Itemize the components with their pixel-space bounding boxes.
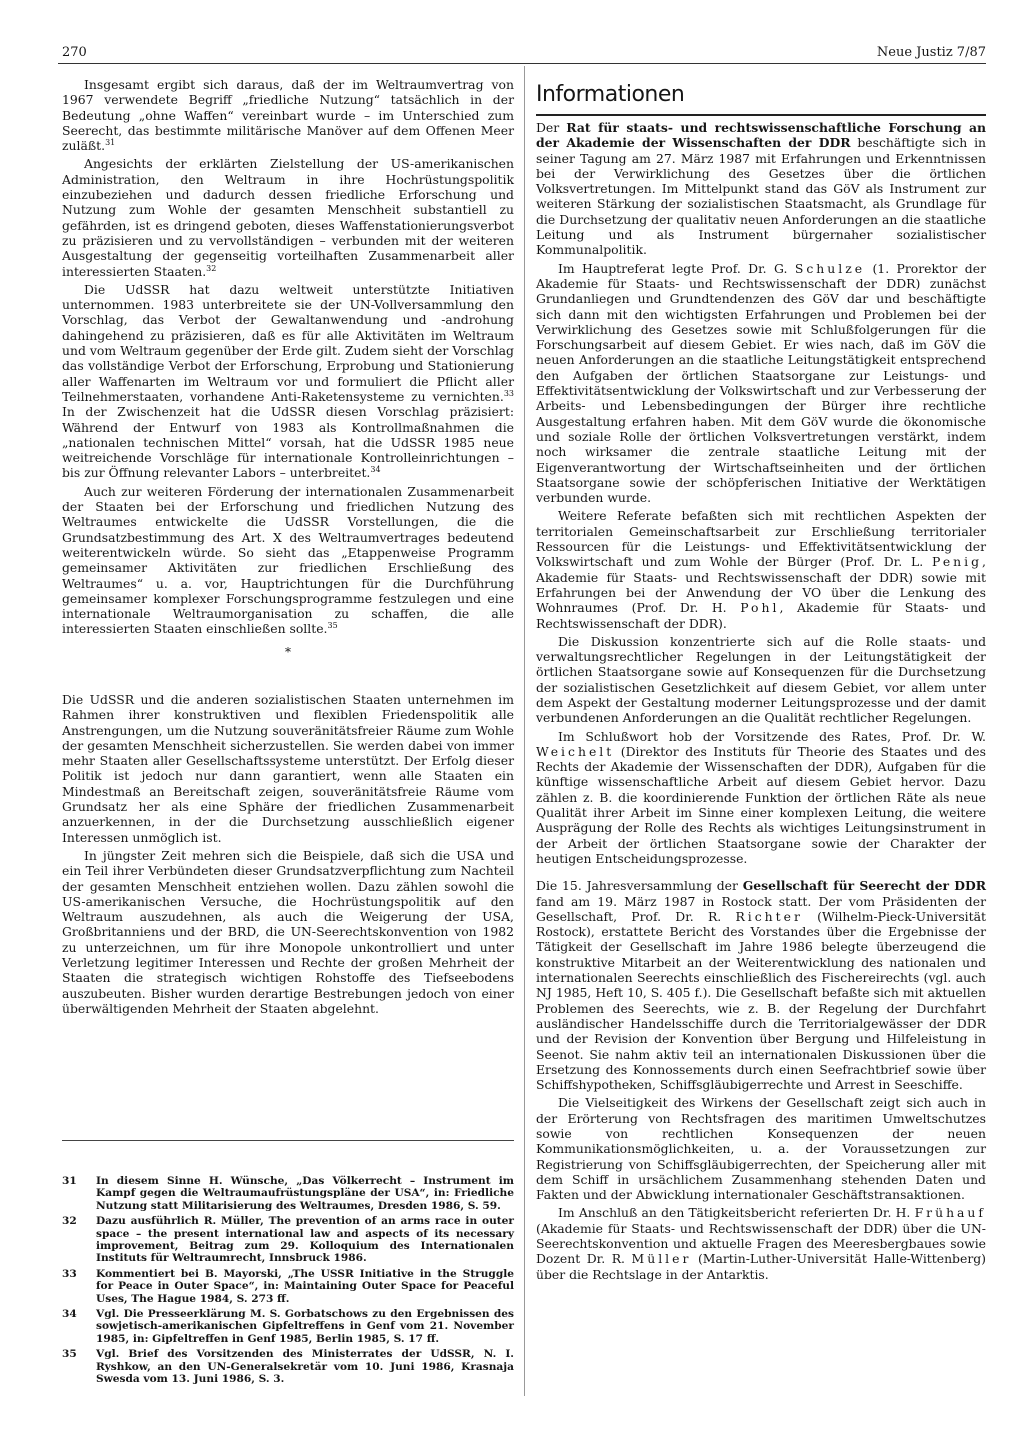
footnotes (62, 1175, 514, 1389)
paragraph: Der Rat für staats- und rechtswissenschaftliche Forschung an der Akademie der Wissenschaften der DDR beschäftigte sich in seiner Tagung am 27. März 1987 mit Erfahrungen und Erkenntnissen bei der Verwirklichung des Gesetzes über die örtlichen Volksvertretungen. Im Mittelpunkt stand das GöV als Instrument zur weiteren Stärkung der sozialistischen Staatsmacht, als Grundlage für die Durchsetzung der qualitativ neuen Anforderungen an die staatliche Leitung und als Instrument bürgernaher sozialistischer Kommunalpolitik. (536, 120, 987, 258)
footnote-35: 35 Vgl. Brief des Vorsitzenden des Ministerrates der UdSSR, N. I. Ryshkow, an den UN-Generalsekretär vom 10. Juni 1986, Krasnaja Swesda vom 13. Juni 1986, S. 3. (62, 1348, 514, 1386)
person-name: Müller (631, 1251, 692, 1267)
paragraph: Angesichts der erklärten Zielstellung der US-amerikanischen Administration, den Weltraum in ihre Hochrüstungspolitik einzubeziehen und dadurch dessen friedliche Erforschung und Nutzung zum Wohle der gesamten Menschheit substantiell zu gefährden, ist es dringend geboten, dieses Waffenstationierungsverbot zu präzisieren und zu vervollständigen – verbunden mit der weiteren Ausgestaltung der gegenseitig vorteilhaften Zusammenarbeit aller interessierten Staaten.$^{32}$ (62, 156, 514, 279)
footnote-31: 31 In diesem Sinne H. Wünsche, „Das Völkerrecht – Instrument im Kampf gegen die Weltraumaufrüstungspläne der USA“, in: Friedliche Nutzung statt Militarisierung des Weltraumes, Dresden 1986, S. 59. (62, 1175, 514, 1212)
person-name: Penig (932, 554, 983, 570)
person-name: Pohl (740, 600, 780, 616)
paragraph: Die 15. Jahresversammlung der Gesellschaft für Seerecht der DDR fand am 19. März 1987 in Rostock statt. Der vom Präsidenten der Gesellschaft, Prof. Dr. R. Richter (Wilhelm-Pieck-Universität Rostock), erstattete Bericht des Vorstandes über die Ergebnisse der Tätigkeit der Gesellschaft im Jahre 1986 belegte überzeugend die konstruktive Mitarbeit an der Weiterentwicklung des nationalen und internationalen Seerechts einschließlich des Fischereirechts (vgl. auch NJ 1985, Heft 10, S. 405 f.). Die Gesellschaft befaßte sich mit aktuellen Problemen des Seerechts, wie z. B. der Regelung der Durchfahrt ausländischer Handelsschiffe durch die Territorialgewässer der DDR und der Revision der Konvention über Bergung und Hilfeleistung in Seenot. Sie nahm aktiv teil an internationalen Diskussionen über die Ersetzung des Konnossements durch einen Seefrachtbrief sowie über Schiffshypotheken, Schiffsgläubigerrechte und Arrest in Seeschiffe. (536, 878, 986, 1093)
header-rule (58, 63, 986, 64)
person-name: Schulze (794, 260, 866, 276)
footnote-33: 33 Kommentiert bei B. Mayorski, „The USSR Initiative in the Struggle for Peace in Outer Space“, in: Maintaining Outer Space for Peaceful Uses, The Hague 1984, S. 273 ff. (62, 1267, 514, 1305)
page-number: 270 (62, 45, 87, 60)
footnote-32: 32 Dazu ausführlich R. Müller, The prevention of an arms race in outer space – the present international law and aspects of its necessary improvement, Beitrag zum 29. Kolloquium des Internationalen Instituts für Weltraumrecht, Innsbruck 1986. (62, 1215, 514, 1265)
footnote-ref[interactable]: 32 (206, 263, 217, 273)
paragraph: Im Hauptreferat legte Prof. Dr. G. Schulze (1. Prorektor der Akademie für Staats- und Rechtswissenschaft der DDR) zunächst Grundanliegen und Grundtendenzen des GöV dar und beschäftigte sich dann mit den wichtigsten Erfahrungen und Problemen bei der Verwirklichung des Gesetzes sowie mit Schlußfolgerungen für die Forschungsarbeit auf diesem Gebiet. Er wies nach, daß im GöV die neuen Anforderungen an die staatliche Leitungstätigkeit entsprechend den Aufgaben der örtlichen Staatsorgane zur Leistungs- und Effektivitätsentwicklung der Volkswirtschaft und zur Verbesserung der Arbeits- und Lebensbedingungen der Bürger ihre rechtliche Ausgestaltung erfahren haben. Mit dem GöV wurde die ökonomische und soziale Rolle der örtlichen Volksvertretungen verstärkt, indem noch wirksamer die zentrale staatliche Leitung mit der Eigenverantwortung der Wirtschaftseinheiten und der örtlichen Staatsorgane sowie der schöpferischen Initiative der Werktätigen verbunden wurde. (536, 260, 986, 506)
paragraph: Die UdSSR hat dazu weltweit unterstützte Initiativen unternommen. 1983 unterbreitete sie der UN-Vollversammlung den Vorschlag, das Verbot der Gewaltanwendung und -androhung dahingehend zu präzisieren, daß es für alle Aktivitäten im Weltraum und vom Weltraum gegenüber der Erde gilt. Zudem sieht der Vorschlag das vollständige Verbot der Erforschung, Erprobung und Stationierung aller Waffenarten im Weltraum vor und formuliert die Pflicht aller Teilnehmerstaaten, vorhandene Anti-Raketensysteme zu vernichten.$^{33}$ In der Zwischenzeit hat die UdSSR diesen Vorschlag präzisiert: Während der Entwurf von 1983 als Kontrollmaßnahmen die „nationalen technischen Mittel“ vorsah, hat die UdSSR 1985 neue weitreichende Vorschläge für internationale Kontrolleinrichtungen – bis zur Öffnung relevanter Labors – unterbreitet.$^{34}$ (62, 281, 514, 481)
person-name: Weichelt (536, 743, 615, 759)
footnote-ref[interactable]: 31 (105, 138, 116, 148)
person-name: Richter (735, 908, 803, 924)
footnote-ref[interactable]: 34 (370, 465, 381, 475)
paragraph: Die Diskussion konzentrierte sich auf die Rolle staats- und verwaltungsrechtlicher Regelungen in der Leitungstätigkeit der örtlichen Staatsorgane sowie auf Konsequenzen für die Durchsetzung der sozialistischen Gesetzlichkeit auf diesem Gebiet, vor allem unter dem Aspekt der Gestaltung moderner Leitungsprozesse und der damit verbundenen Anforderungen an die Qualität rechtlicher Regelungen. (536, 633, 986, 726)
left-column (62, 77, 514, 1019)
column-divider (524, 66, 525, 1396)
journal-issue: Neue Justiz 7/87 (876, 45, 986, 60)
footnote-34: 34 Vgl. Die Presseerklärung M. S. Gorbatschows zu den Ergebnissen des sowjetisch-amerikanischen Gipfeltreffens in Genf vom 21. November 1985, in: Gipfeltreffen in Genf 1985, Berlin 1985, S. 17 ff. (62, 1308, 514, 1345)
paragraph: In jüngster Zeit mehren sich die Beispiele, daß sich die USA und ein Teil ihrer Verbündeten dieser Grundsatzverpflichtung zum Nachteil der gesamten Menschheit entziehen wollen. Dazu zählen sowohl die US-amerikanischen Versuche, die Hochrüstungspolitik auf den Weltraum auszudehnen, als auch die Weigerung der USA, Großbritanniens und der BRD, die UN-Seerechtskonvention von 1982 zu unterzeichnen, um für ihre Monopole unkontrolliert und unter Verletzung legitimer Interessen und Rechte der großen Mehrheit der Staaten die strategisch wichtigen Rohstoffe des Tiefseebodens auszubeuten. Bisher wurden derartige Bestrebungen jedoch von einer überwältigenden Mehrheit der Staaten abgelehnt. (62, 847, 514, 1016)
paragraph: Insgesamt ergibt sich daraus, daß der im Weltraumvertrag von 1967 verwendete Begriff „friedliche Nutzung“ tatsächlich in der Bedeutung „ohne Waffen“ vereinbart wurde – im Unterschied zum Seerecht, das bestimmte militärische Manöver auf dem Offenen Meer zuläßt.$^{31}$ (62, 77, 514, 154)
paragraph: Im Schlußwort hob der Vorsitzende des Rates, Prof. Dr. W. Weichelt (Direktor des Instituts für Theorie des Staates und des Rechts der Akademie der Wissenschaften der DDR), Aufgaben für die künftige wissenschaftliche Arbeit auf diesem Gebiet hervor. Dazu zählen z. B. die koordinierende Funktion der örtlichen Räte als neue Qualität ihrer Arbeit im Sinne einer komplexen Leitung, die weitere Ausprägung der Rolle des Rechts als wichtiges Leitungsinstrument in der Arbeit der örtlichen Staatsorgane sowie der Charakter der heutigen Entscheidungsprozesse. (536, 728, 986, 866)
footnote-ref[interactable]: 33 (503, 388, 514, 398)
paragraph: Auch zur weiteren Förderung der internationalen Zusammenarbeit der Staaten bei der Erforschung und friedlichen Nutzung des Weltraumes entwickelte die UdSSR Vorstellungen, die die Grundsatzbestimmung des Art. X des Weltraumvertrages bedeutend weiterentwickeln würde. So sieht das „Etappenweise Programm gemeinsamer Aktivitäten zur friedlichen Erschließung des Weltraumes“ u. a. vor, Hauptrichtungen für die Durchführung gemeinsamer komplexer Forschungsprogramme festzulegen und eine internationale Weltraumorganisation zu schaffen, die alle interessierten Staaten einschließen sollte.$^{35}$ (62, 483, 514, 637)
paragraph: Die UdSSR und die anderen sozialistischen Staaten unternehmen im Rahmen ihrer konstruktiven und flexiblen Friedenspolitik alle Anstrengungen, um die Nutzung souveränitätsfreier Räume zum Wohle der gesamten Menschheit sicherzustellen. Sie werden dabei von immer mehr Staaten aller Gesellschaftssysteme unterstützt. Der Erfolg dieser Politik ist jedoch nur dann garantiert, wenn alle Staaten ein Mindestmaß an Bereitschaft zeigen, souveränitätsfreie Räume vom Grundsatz her als eine Sphäre der friedlichen Zusammenarbeit anzuerkennen, in der die Durchsetzung ausschließlich eigener Interessen unmöglich ist. (62, 691, 514, 845)
right-column (536, 82, 986, 1285)
paragraph: Die Vielseitigkeit des Wirkens der Gesellschaft zeigt sich auch in der Erörterung von Rechtsfragen des maritimen Umweltschutzes sowie von rechtlichen Konsequenzen der neuen Kommunikationsmöglichkeiten, u. a. der Voraussetzungen zur Registrierung von Schiffsgläubigerrechten, der Speicherung aller mit dem Schiff in ursächlichem Zusammenhang stehenden Daten und Fakten und der Abwicklung internationaler Geschäftstransaktionen. (536, 1095, 986, 1203)
paragraph: Weitere Referate befaßten sich mit rechtlichen Aspekten der territorialen Gemeinschaftsarbeit zur Erschließung territorialer Ressourcen für die Leistungs- und Effektivitätsentwicklung der Volkswirtschaft und zum Wohle der Bürger (Prof. Dr. L. Penig, Akademie für Staats- und Rechtswissenschaft der DDR) sowie mit Erfahrungen bei der Anwendung der VO über die Lenkung des Wohnraumes (Prof. Dr. H. Pohl, Akademie für Staats- und Rechtswissenschaft der DDR). (536, 508, 986, 631)
section-title: Informationen (536, 82, 986, 116)
person-name: Frühauf (914, 1205, 986, 1221)
paragraph: Im Anschluß an den Tätigkeitsbericht referierten Dr. H. Frühauf (Akademie für Staats- und Rechtswissenschaft der DDR) über die UN-Seerechtskonvention und aktuelle Fragen des Meeresbergbaues sowie Dozent Dr. R. Müller (Martin-Luther-Universität Halle-Wittenberg) über die Rechtslage in der Antarktis. (536, 1205, 987, 1282)
footnote-ref[interactable]: 35 (327, 621, 338, 631)
section-separator: * (285, 644, 291, 659)
footnote-rule (62, 1140, 514, 1141)
